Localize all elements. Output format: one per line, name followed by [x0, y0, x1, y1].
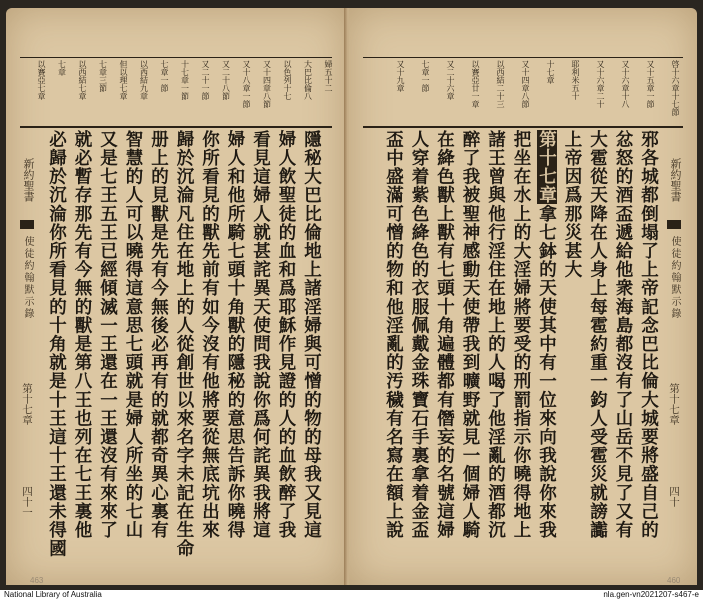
right-side-title: 新約聖書	[669, 158, 682, 202]
body-column: 册上的見獸是先有今無後必再有的就都奇異心裏有	[148, 130, 169, 540]
cross-reference-note: 七章一節	[160, 60, 169, 92]
cross-reference-note: 大巴比倫八	[303, 60, 313, 100]
right-side-book: 使徒約翰默示錄	[669, 236, 680, 320]
body-column: 大雹從天降在人身上每雹約重一鈞人受雹災就謗讟	[587, 130, 608, 540]
body-column: 邪各城都倒塌了上帝記念巴比倫大城要將盛自己的	[638, 130, 659, 540]
cross-reference-note: 又二十一節	[201, 60, 210, 100]
cross-reference-note: 以賽亞七章	[37, 60, 46, 100]
body-column: 看見這婦人就甚詫異天使問我說你爲何詫異我將這	[250, 130, 271, 540]
cross-reference-note: 以色列十七	[283, 60, 292, 100]
body-column: 盃中盛滿可憎的物和他淫亂的汚穢有名寫在額上說	[383, 130, 404, 540]
footer-library-name: National Library of Australia	[4, 590, 102, 599]
body-column: 婦人和他所騎七頭十角獸的隱秘的意思告訴你曉得	[225, 130, 245, 540]
body-column: 你所看見的獸先前有如今沒有他將要從無底坑出來	[199, 130, 220, 540]
cross-reference-note: 又十四章八節	[262, 60, 272, 108]
cross-reference-note: 耶利米五十	[571, 60, 580, 100]
right-body-top-rule	[363, 126, 683, 128]
body-column: 諸王曾與他行淫住在地上的人喝了他淫亂的酒都沉	[485, 130, 506, 540]
body-column: 隱秘大巴比倫地上諸淫婦與可憎的物的母我又見這	[301, 130, 322, 540]
chapter-heading: 第十七章	[536, 130, 557, 205]
cross-reference-note: 以西結七章	[78, 60, 87, 100]
right-page	[349, 8, 697, 585]
body-column: 就必暫存那先有今無的獸是第八王也列在七王裏他	[72, 130, 92, 540]
cross-reference-note: 又十八章一節	[242, 60, 251, 108]
right-side-mark	[667, 220, 681, 229]
body-column: 上帝因爲那災甚大	[562, 130, 582, 279]
body-column: 忿怒的酒盃遞給他衆海島都沒有了山岳不見了又有	[613, 130, 633, 540]
left-side-title: 新約聖書	[22, 158, 35, 202]
cross-reference-note: 七章三節	[98, 60, 108, 92]
left-side-chapter: 第十七章	[21, 383, 33, 425]
cross-reference-note: 十七章一節	[180, 60, 190, 100]
cross-reference-note: 又十六章十八	[621, 60, 630, 108]
cross-reference-note: 婦五十二	[324, 60, 333, 92]
left-side-mark	[20, 220, 34, 229]
cross-reference-note: 以賽亞廿一章	[471, 60, 480, 108]
right-side-page-number: 四十	[668, 486, 680, 507]
body-column: 醉了我被聖神感動天使帶我到曠野就見一個婦人騎	[460, 130, 480, 540]
body-column: 婦人飲聖徒的血和爲耶穌作見證的人的血飲醉了我	[276, 130, 296, 540]
cross-reference-note: 又十九章	[396, 60, 405, 92]
cross-reference-note: 又十六章二十	[596, 60, 605, 108]
body-column: 人穿着紫色絳色的衣服佩戴金珠寶石手裏拿着金盃	[409, 130, 429, 540]
left-page	[6, 8, 346, 585]
body-column: 智慧的人可以曉得這意思七頭就是婦人所坐的七山	[123, 130, 143, 540]
left-body-top-rule	[20, 126, 332, 128]
cross-reference-note: 又十五章一節	[646, 60, 655, 108]
cross-reference-note: 以西結九章	[139, 60, 149, 100]
body-column: 把坐在水上的大淫婦將要受的刑罰指示你曉得地上	[511, 130, 531, 540]
body-column: 必歸於沉淪你所看見的十角就是十王這十王還未得國	[46, 130, 67, 558]
cross-reference-note: 七章	[57, 60, 67, 76]
cross-reference-note: 十七章	[546, 60, 555, 84]
cross-reference-note: 以西結二十三	[496, 60, 505, 108]
left-side-page-number: 四十一	[21, 486, 33, 518]
cross-reference-note: 但以理七章	[119, 60, 128, 100]
cross-reference-note: 又二十八節	[221, 60, 231, 100]
body-column: 歸於沉淪凡住在地上的人從創世以來名字未記在生命	[174, 130, 194, 558]
right-side-chapter: 第十七章	[668, 383, 680, 425]
right-notes-top-rule	[363, 57, 683, 58]
cross-reference-note: 又十四章八節	[521, 60, 530, 108]
left-notes-top-rule	[20, 57, 332, 58]
left-side-book: 使徒約翰默示錄	[22, 236, 33, 320]
left-pencil-mark: 463	[30, 576, 44, 585]
body-column: 又是七王五王已經傾滅一王還在一王還沒有來來了	[97, 130, 118, 540]
body-column: 在絳色獸上獸有七頭十角遍體都有僭妄的名號這婦	[434, 130, 455, 540]
cross-reference-note: 啓十六章十七節	[671, 60, 680, 116]
cross-reference-note: 七章一節	[421, 60, 430, 92]
footer-identifier: nla.gen-vn2021207-s467-e	[603, 590, 699, 599]
chapter-first-line: 拿七鉢的天使其中有一位來向我說你來我	[536, 204, 557, 540]
body-column	[537, 130, 555, 578]
cross-reference-note: 又二十六章	[446, 60, 455, 100]
right-pencil-mark: 460	[667, 576, 681, 585]
archive-footer	[0, 590, 703, 600]
